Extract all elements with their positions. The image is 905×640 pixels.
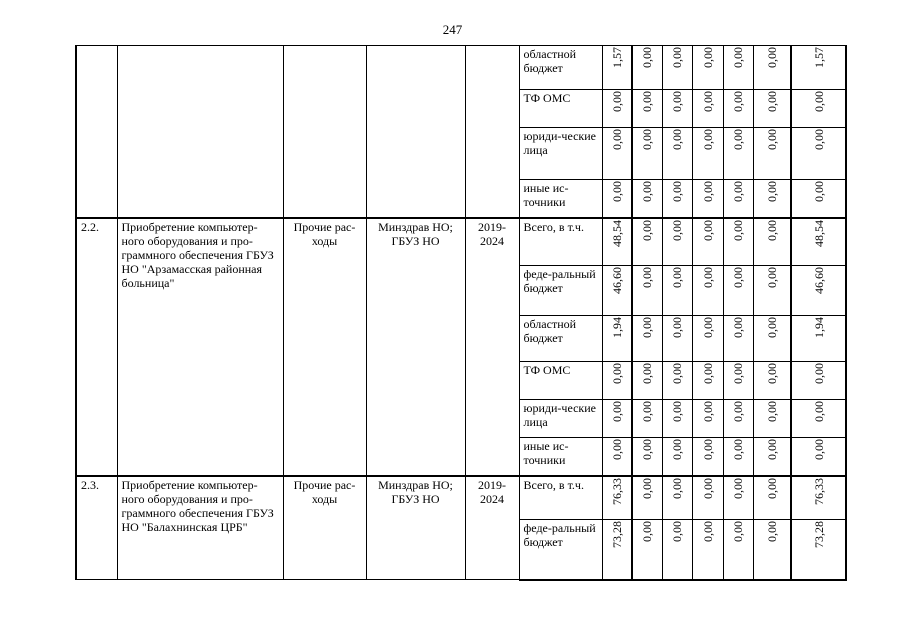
year-value [753,180,791,218]
value-text: 0,00 [700,401,715,422]
year-value [723,476,753,520]
year-value [662,266,692,316]
year-value [692,316,723,362]
year-value [602,90,632,128]
year-value [723,266,753,316]
value-text: 46,60 [811,267,826,294]
total-value [791,266,846,316]
page-number: 247 [442,22,463,37]
funding-source: феде-ральный бюджет [519,266,602,316]
value-text: 0,00 [700,47,715,68]
total-value [791,400,846,438]
total-value [791,46,846,90]
year-value [632,520,662,580]
value-text: 0,00 [670,401,684,422]
year-value [662,218,692,266]
table-row [76,476,846,520]
year-value [692,218,723,266]
value-text: 0,00 [731,439,745,460]
year-value [632,400,662,438]
value-text: 1,57 [609,47,624,68]
value-text: 0,00 [609,91,624,112]
funding-source: областной бюджет [519,316,602,362]
funding-source: ТФ ОМС [519,362,602,400]
year-value [723,316,753,362]
year-value [692,180,723,218]
year-value [602,400,632,438]
value-text: 0,00 [670,219,684,241]
year-value [632,128,662,180]
year-value [632,362,662,400]
value-text: 0,00 [764,267,779,288]
year-value [723,46,753,90]
value-text: 0,00 [670,267,684,288]
funding-source: областной бюджет [519,46,602,90]
expense-type: Прочие рас-ходы [283,476,366,580]
year-value [602,520,632,580]
value-text: 0,00 [764,521,779,542]
year-value [602,46,632,90]
funding-source: иные ис-точники [519,180,602,218]
value-text: 0,00 [640,267,655,288]
value-text: 0,00 [670,477,684,499]
value-text: 0,00 [764,317,779,338]
year-value [753,90,791,128]
total-value [791,128,846,180]
year-value [723,438,753,476]
year-value [723,362,753,400]
value-text: 0,00 [670,181,684,202]
total-value [791,520,846,580]
value-text: 0,00 [640,129,655,150]
year-value [753,362,791,400]
value-text: 0,00 [700,521,715,542]
value-text: 0,00 [731,267,745,288]
year-value [662,476,692,520]
budget-table [75,45,847,581]
value-text: 0,00 [764,129,779,150]
year-value [632,180,662,218]
value-text: 0,00 [731,219,745,241]
value-text: 48,54 [811,219,826,247]
value-text: 1,57 [811,47,826,68]
value-text: 0,00 [670,47,684,68]
year-value [662,46,692,90]
value-text: 0,00 [700,181,715,202]
year-value [662,362,692,400]
value-text: 0,00 [700,477,715,499]
value-text: 0,00 [764,477,779,499]
item-number [76,46,117,218]
total-value [791,218,846,266]
table-row [76,218,846,266]
value-text: 0,00 [764,91,779,112]
year-value [632,438,662,476]
year-value [692,362,723,400]
year-value [753,266,791,316]
value-text: 0,00 [700,219,715,241]
value-text: 0,00 [640,521,655,542]
value-text: 0,00 [609,129,624,150]
year-value [662,316,692,362]
value-text: 76,33 [609,477,624,505]
year-value [662,128,692,180]
funding-source: феде-ральный бюджет [519,520,602,580]
year-value [753,520,791,580]
year-value [632,46,662,90]
total-value [791,180,846,218]
value-text: 0,00 [670,439,684,460]
value-text: 0,00 [764,401,779,422]
year-value [753,438,791,476]
value-text: 0,00 [764,47,779,68]
value-text: 0,00 [640,317,655,338]
executor [366,46,465,218]
value-text: 0,00 [764,439,779,460]
funding-source: ТФ ОМС [519,90,602,128]
funding-source: юриди-ческие лица [519,128,602,180]
year-value [602,180,632,218]
funding-source: юриди-ческие лица [519,400,602,438]
year-value [753,316,791,362]
value-text: 0,00 [640,363,655,384]
year-value [723,180,753,218]
year-value [723,90,753,128]
expense-type [283,46,366,218]
year-value [602,362,632,400]
year-value [662,520,692,580]
value-text: 0,00 [670,91,684,112]
year-value [723,520,753,580]
year-value [662,90,692,128]
year-value [662,180,692,218]
year-value [692,438,723,476]
value-text: 0,00 [731,129,745,150]
value-text: 0,00 [700,91,715,112]
year-value [692,90,723,128]
value-text: 0,00 [700,317,715,338]
value-text: 0,00 [640,91,655,112]
value-text: 0,00 [609,439,624,460]
year-value [632,90,662,128]
item-number: 2.2. [76,218,117,476]
period: 2019-2024 [465,476,519,580]
year-value [723,218,753,266]
total-value [791,90,846,128]
value-text: 1,94 [609,317,624,338]
year-value [662,400,692,438]
value-text: 0,00 [670,129,684,150]
value-text: 73,28 [811,521,826,548]
funding-source: Всего, в т.ч. [519,476,602,520]
value-text: 0,00 [609,401,624,422]
value-text: 0,00 [670,521,684,542]
year-value [632,476,662,520]
value-text: 0,00 [670,363,684,384]
item-name: Приобретение компьютер-ного оборудования и про-граммного обеспечения ГБУЗ НО "Арзамасская районная больница" [117,218,283,476]
year-value [753,400,791,438]
value-text: 0,00 [640,401,655,422]
value-text: 0,00 [731,521,745,542]
value-text: 0,00 [640,477,655,499]
year-value [602,476,632,520]
value-text: 0,00 [731,317,745,338]
value-text: 0,00 [731,91,745,112]
year-value [692,266,723,316]
value-text: 1,94 [811,317,826,338]
total-value [791,362,846,400]
value-text: 0,00 [811,363,826,384]
year-value [602,128,632,180]
item-number: 2.3. [76,476,117,580]
item-name: Приобретение компьютер-ного оборудования и про-граммного обеспечения ГБУЗ НО "Балахнинская ЦРБ" [117,476,283,580]
year-value [632,316,662,362]
value-text: 0,00 [670,317,684,338]
value-text: 0,00 [811,129,826,150]
year-value [723,400,753,438]
value-text: 0,00 [764,363,779,384]
year-value [753,476,791,520]
year-value [723,128,753,180]
value-text: 0,00 [811,181,826,202]
item-name [117,46,283,218]
year-value [753,218,791,266]
value-text: 0,00 [811,401,826,422]
year-value [662,438,692,476]
table-row [76,46,846,90]
value-text: 76,33 [811,477,826,505]
period: 2019-2024 [465,218,519,476]
value-text: 0,00 [700,363,715,384]
year-value [602,218,632,266]
value-text: 0,00 [700,267,715,288]
value-text: 0,00 [700,439,715,460]
value-text: 0,00 [731,401,745,422]
value-text: 0,00 [731,181,745,202]
value-text: 0,00 [700,129,715,150]
value-text: 73,28 [609,521,624,548]
funding-source: Всего, в т.ч. [519,218,602,266]
year-value [602,316,632,362]
total-value [791,476,846,520]
value-text: 0,00 [731,477,745,499]
year-value [753,128,791,180]
value-text: 0,00 [731,363,745,384]
total-value [791,438,846,476]
year-value [632,266,662,316]
value-text: 0,00 [811,91,826,112]
year-value [692,46,723,90]
period [465,46,519,218]
executor: Минздрав НО; ГБУЗ НО [366,218,465,476]
value-text: 0,00 [640,219,655,241]
value-text: 0,00 [764,181,779,202]
value-text: 0,00 [764,219,779,241]
year-value [692,400,723,438]
year-value [602,266,632,316]
value-text: 0,00 [640,439,655,460]
year-value [602,438,632,476]
value-text: 0,00 [811,439,826,460]
year-value [632,218,662,266]
total-value [791,316,846,362]
value-text: 0,00 [609,181,624,202]
value-text: 0,00 [640,47,655,68]
year-value [692,520,723,580]
year-value [692,476,723,520]
value-text: 0,00 [609,363,624,384]
year-value [692,128,723,180]
value-text: 0,00 [731,47,745,68]
year-value [753,46,791,90]
funding-source: иные ис-точники [519,438,602,476]
value-text: 46,60 [609,267,624,294]
value-text: 0,00 [640,181,655,202]
executor: Минздрав НО; ГБУЗ НО [366,476,465,580]
value-text: 48,54 [609,219,624,247]
expense-type: Прочие рас-ходы [283,218,366,476]
